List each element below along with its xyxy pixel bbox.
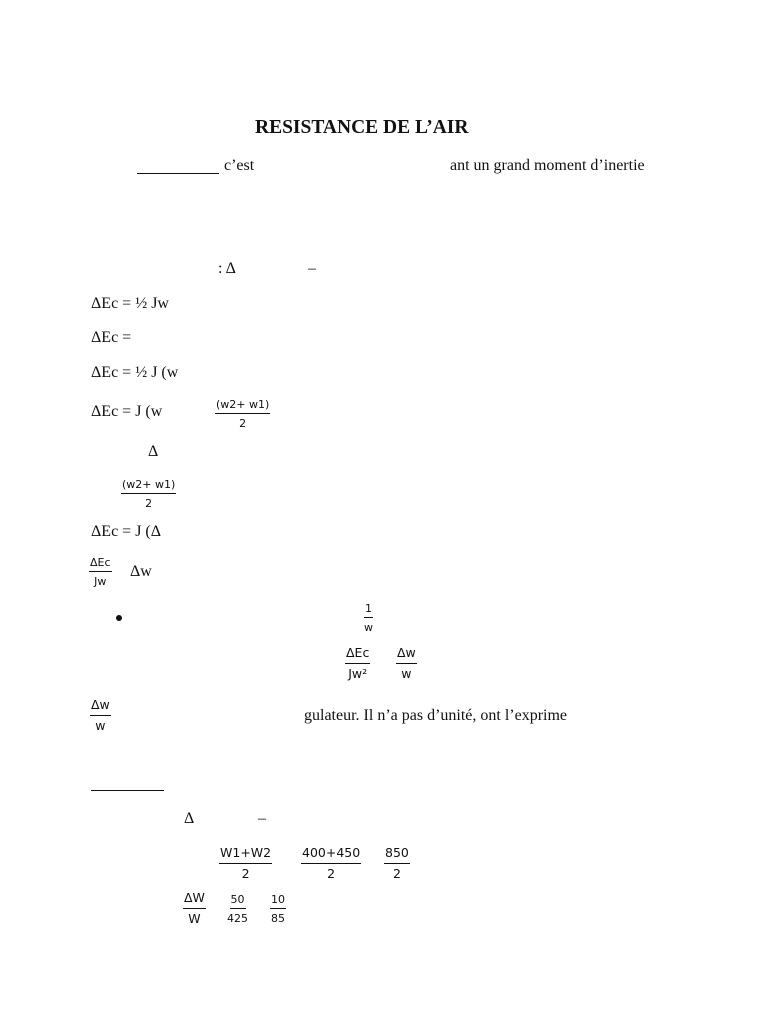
fraction-50-over-425 [227,894,248,924]
fraction-w2-plus-w1 [121,479,176,509]
fraction-numerator: ΔEc [89,557,112,572]
fraction-denominator: w [401,665,412,681]
fraction-delta-w-over-w-upper [183,892,206,925]
fraction-denominator: 2 [327,865,336,881]
fraction-numerator: Δw [396,647,417,664]
fraction-numerator: 400+450 [301,847,361,864]
fraction-denominator: 2 [241,865,250,881]
equation-4: ΔEc = J (w [91,403,163,420]
blank-underline [137,173,219,174]
fraction-numerator: W1+W2 [219,847,272,864]
fraction-delta-ec-over-jw [89,557,112,587]
delta-w: Δw [130,563,152,580]
dash: – [308,260,316,277]
example-dash: – [258,810,266,827]
fraction-denominator: 2 [392,865,401,881]
fraction-1-over-w [364,603,373,633]
page-title: RESISTANCE DE L’AIR [255,117,469,138]
fraction-numerator: 50 [230,894,246,909]
fraction-w1-plus-w2 [219,847,272,880]
fraction-delta-ec-over-jw2 [345,647,370,680]
fraction-denominator: w [364,621,373,634]
fraction-numerator: (w2+ w1) [215,399,270,414]
fraction-numerator: 10 [270,894,286,909]
fraction-numerator: ΔW [183,892,206,909]
equation-5: ΔEc = J (Δ [91,523,162,540]
fraction-numerator: Δw [90,699,111,716]
fraction-delta-w-over-w [396,647,417,680]
fraction-denominator: Jw [94,575,107,588]
intro-text-left: c’est [224,157,255,174]
regulator-text: gulateur. Il n’a pas d’unité, ont l’exprime [304,707,568,724]
intro-text-right: ant un grand moment d’inertie [450,157,645,174]
fraction-denominator: 2 [145,497,153,510]
delta-symbol: Δ [148,443,159,460]
colon-delta: : Δ [218,260,236,277]
fraction-denominator: Jw² [348,665,368,681]
bullet [116,615,122,621]
fraction-numerator: 1 [364,603,373,618]
fraction-850 [384,847,410,880]
equation-2: ΔEc = [91,329,132,346]
fraction-denominator: W [188,910,201,926]
fraction-w2-plus-w1 [215,399,270,429]
fraction-10-over-85 [270,894,286,924]
fraction-numerator: 850 [384,847,410,864]
fraction-denominator: w [95,717,106,733]
fraction-delta-w-over-w [90,699,111,732]
fraction-numerator: ΔEc [345,647,370,664]
fraction-denominator: 425 [227,912,248,925]
example-delta: Δ [184,810,195,827]
equation-3: ΔEc = ½ J (w [91,364,179,381]
fraction-denominator: 85 [271,912,285,925]
equation-1: ΔEc = ½ Jw [91,295,169,312]
fraction-denominator: 2 [239,417,247,430]
fraction-numerator: (w2+ w1) [121,479,176,494]
section-underline [91,790,164,791]
fraction-400-plus-450 [301,847,361,880]
